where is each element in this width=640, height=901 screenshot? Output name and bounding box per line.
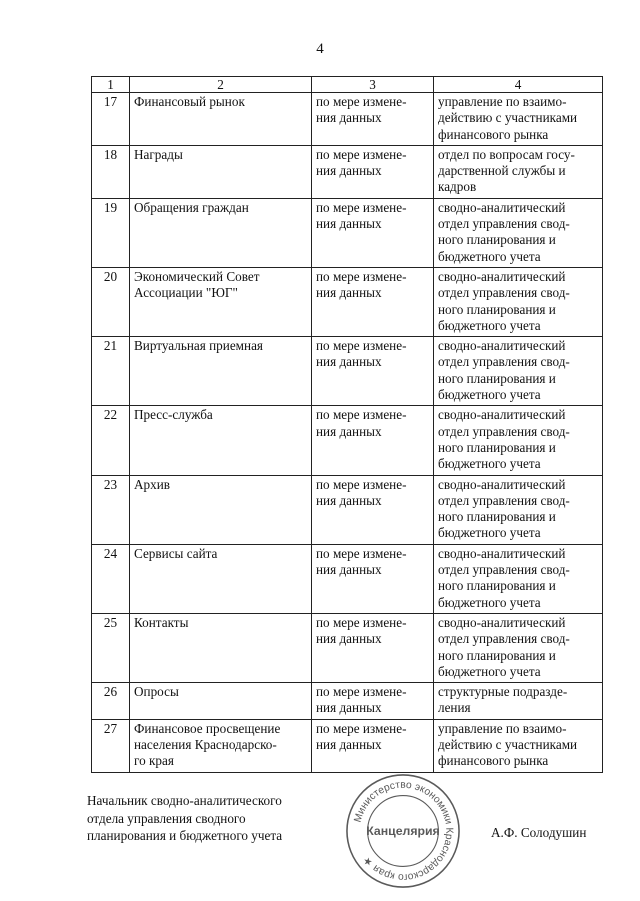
table-row [92, 337, 603, 406]
row-number: 26 [92, 683, 130, 720]
update-period [312, 93, 434, 146]
cell-line: сводно-аналитический [438, 614, 566, 630]
cell-line: по мере измене- [316, 476, 407, 492]
responsible-unit [434, 337, 603, 406]
responsible-unit [434, 544, 603, 613]
cell-line: по мере измене- [316, 545, 407, 561]
header-col-2: 2 [130, 77, 312, 93]
section-name [130, 475, 312, 544]
cell-line: ния данных [316, 216, 382, 232]
signer-name: А.Ф. Солодушин [491, 825, 587, 840]
cell-line: сводно-аналитический [438, 407, 566, 423]
cell-line: сводно-аналитический [438, 199, 566, 215]
update-period [312, 683, 434, 720]
cell-line: отдел управления свод- [438, 285, 570, 301]
cell-line: Пресс-служба [134, 407, 213, 423]
section-name [130, 198, 312, 267]
responsible-unit [434, 406, 603, 475]
table-row [92, 613, 603, 682]
header-col-3: 3 [312, 77, 434, 93]
cell-line: по мере измене- [316, 199, 407, 215]
cell-line: ного планирования и [438, 509, 556, 525]
cell-line: Награды [134, 146, 183, 162]
cell-line: финансового рынка [438, 126, 549, 142]
cell-line: управление по взаимо- [438, 94, 567, 109]
section-name [130, 613, 312, 682]
page-number: 4 [316, 41, 324, 57]
row-number: 19 [92, 198, 130, 267]
position-line: планирования и бюджетного учета [87, 828, 283, 843]
cell-line: ного планирования и [438, 232, 556, 248]
cell-line: сводно-аналитический [438, 268, 566, 284]
cell-line: действию с участниками [438, 110, 578, 126]
row-number: 21 [92, 337, 130, 406]
cell-line: по мере измене- [316, 684, 407, 700]
table-row [92, 544, 603, 613]
responsible-unit [434, 93, 603, 146]
update-period [312, 337, 434, 406]
cell-line: бюджетного учета [438, 456, 541, 472]
table-row [92, 93, 603, 146]
responsible-unit [434, 198, 603, 267]
cell-line: ния данных [316, 285, 382, 301]
row-number: 17 [92, 93, 130, 146]
section-name [130, 544, 312, 613]
update-period [312, 267, 434, 336]
cell-line: по мере измене- [316, 338, 407, 354]
stamp-ring-text: Министерство экономики Краснодарского края ★ [352, 779, 455, 883]
cell-line: бюджетного учета [438, 387, 541, 403]
cell-line: отдел управления свод- [438, 423, 570, 439]
table-row [92, 719, 603, 772]
section-name [130, 93, 312, 146]
cell-line: ного планирования и [438, 301, 556, 317]
cell-line: дарственной службы и [438, 163, 566, 179]
update-period [312, 613, 434, 682]
cell-line: отдел управления свод- [438, 631, 570, 647]
responsible-unit [434, 683, 603, 720]
cell-line: ния данных [316, 631, 382, 647]
cell-line: отдел управления свод- [438, 562, 570, 578]
row-number: 27 [92, 719, 130, 772]
table-row [92, 198, 603, 267]
cell-line: отдел по вопросам госу- [438, 146, 575, 162]
update-period [312, 544, 434, 613]
signature-position [87, 792, 282, 845]
row-number: 22 [92, 406, 130, 475]
cell-line: по мере измене- [316, 720, 407, 736]
cell-line: бюджетного учета [438, 663, 541, 679]
table-row [92, 475, 603, 544]
cell-line: бюджетного учета [438, 317, 541, 333]
cell-line: структурные подразде- [438, 684, 568, 700]
section-name [130, 267, 312, 336]
cell-line: ния данных [316, 423, 382, 439]
update-period [312, 198, 434, 267]
cell-line: го края [134, 753, 174, 769]
cell-line: бюджетного учета [438, 525, 541, 541]
cell-line: Экономический Совет [134, 268, 260, 284]
cell-line: Контакты [134, 614, 189, 630]
update-period [312, 406, 434, 475]
header-col-1: 1 [92, 77, 130, 93]
data-table [91, 76, 603, 773]
cell-line: ния данных [316, 700, 382, 716]
cell-line: бюджетного учета [438, 594, 541, 610]
cell-line: сводно-аналитический [438, 338, 566, 354]
cell-line: ного планирования и [438, 439, 556, 455]
stamp-center-text: Канцелярия [366, 823, 440, 838]
official-stamp [344, 772, 462, 890]
cell-line: Сервисы сайта [134, 545, 218, 561]
cell-line: ния данных [316, 163, 382, 179]
position-line: отдела управления сводного [87, 810, 246, 826]
row-number: 24 [92, 544, 130, 613]
cell-line: управление по взаимо- [438, 720, 567, 736]
cell-line: ления [438, 700, 471, 716]
cell-line: отдел управления свод- [438, 492, 570, 508]
cell-line: ния данных [316, 736, 382, 752]
update-period [312, 145, 434, 198]
update-period [312, 475, 434, 544]
cell-line: ния данных [316, 110, 382, 126]
responsible-unit [434, 145, 603, 198]
table-row [92, 406, 603, 475]
responsible-unit [434, 719, 603, 772]
cell-line: сводно-аналитический [438, 476, 566, 492]
cell-line: ного планирования и [438, 647, 556, 663]
cell-line: Опросы [134, 684, 179, 700]
cell-line: по мере измене- [316, 94, 407, 109]
section-name [130, 337, 312, 406]
responsible-unit [434, 613, 603, 682]
row-number: 25 [92, 613, 130, 682]
cell-line: по мере измене- [316, 146, 407, 162]
cell-line: населения Краснодарско- [134, 736, 277, 752]
cell-line: по мере измене- [316, 407, 407, 423]
cell-line: отдел управления свод- [438, 354, 570, 370]
cell-line: сводно-аналитический [438, 545, 566, 561]
responsible-unit [434, 475, 603, 544]
cell-line: Финансовый рынок [134, 94, 245, 109]
cell-line: ного планирования и [438, 578, 556, 594]
cell-line: Архив [134, 476, 170, 492]
cell-line: ния данных [316, 492, 382, 508]
row-number: 18 [92, 145, 130, 198]
section-name [130, 683, 312, 720]
table-row [92, 145, 603, 198]
cell-line: бюджетного учета [438, 248, 541, 264]
cell-line: Обращения граждан [134, 199, 249, 215]
section-name [130, 406, 312, 475]
cell-line: финансового рынка [438, 753, 549, 769]
cell-line: ния данных [316, 354, 382, 370]
row-number: 23 [92, 475, 130, 544]
section-name [130, 145, 312, 198]
table-row [92, 267, 603, 336]
cell-line: кадров [438, 179, 477, 195]
position-line: Начальник сводно-аналитического [87, 793, 282, 808]
section-name [130, 719, 312, 772]
cell-line: ния данных [316, 562, 382, 578]
responsible-unit [434, 267, 603, 336]
cell-line: по мере измене- [316, 614, 407, 630]
table-header-row [92, 77, 603, 93]
update-period [312, 719, 434, 772]
cell-line: Финансовое просвещение [134, 720, 281, 736]
cell-line: по мере измене- [316, 268, 407, 284]
cell-line: действию с участниками [438, 736, 578, 752]
cell-line: Виртуальная приемная [134, 338, 264, 354]
row-number: 20 [92, 267, 130, 336]
header-col-4: 4 [434, 77, 603, 93]
table-body [92, 93, 603, 773]
table-row [92, 683, 603, 720]
cell-line: отдел управления свод- [438, 216, 570, 232]
cell-line: Ассоциации "ЮГ" [134, 285, 238, 301]
cell-line: ного планирования и [438, 370, 556, 386]
